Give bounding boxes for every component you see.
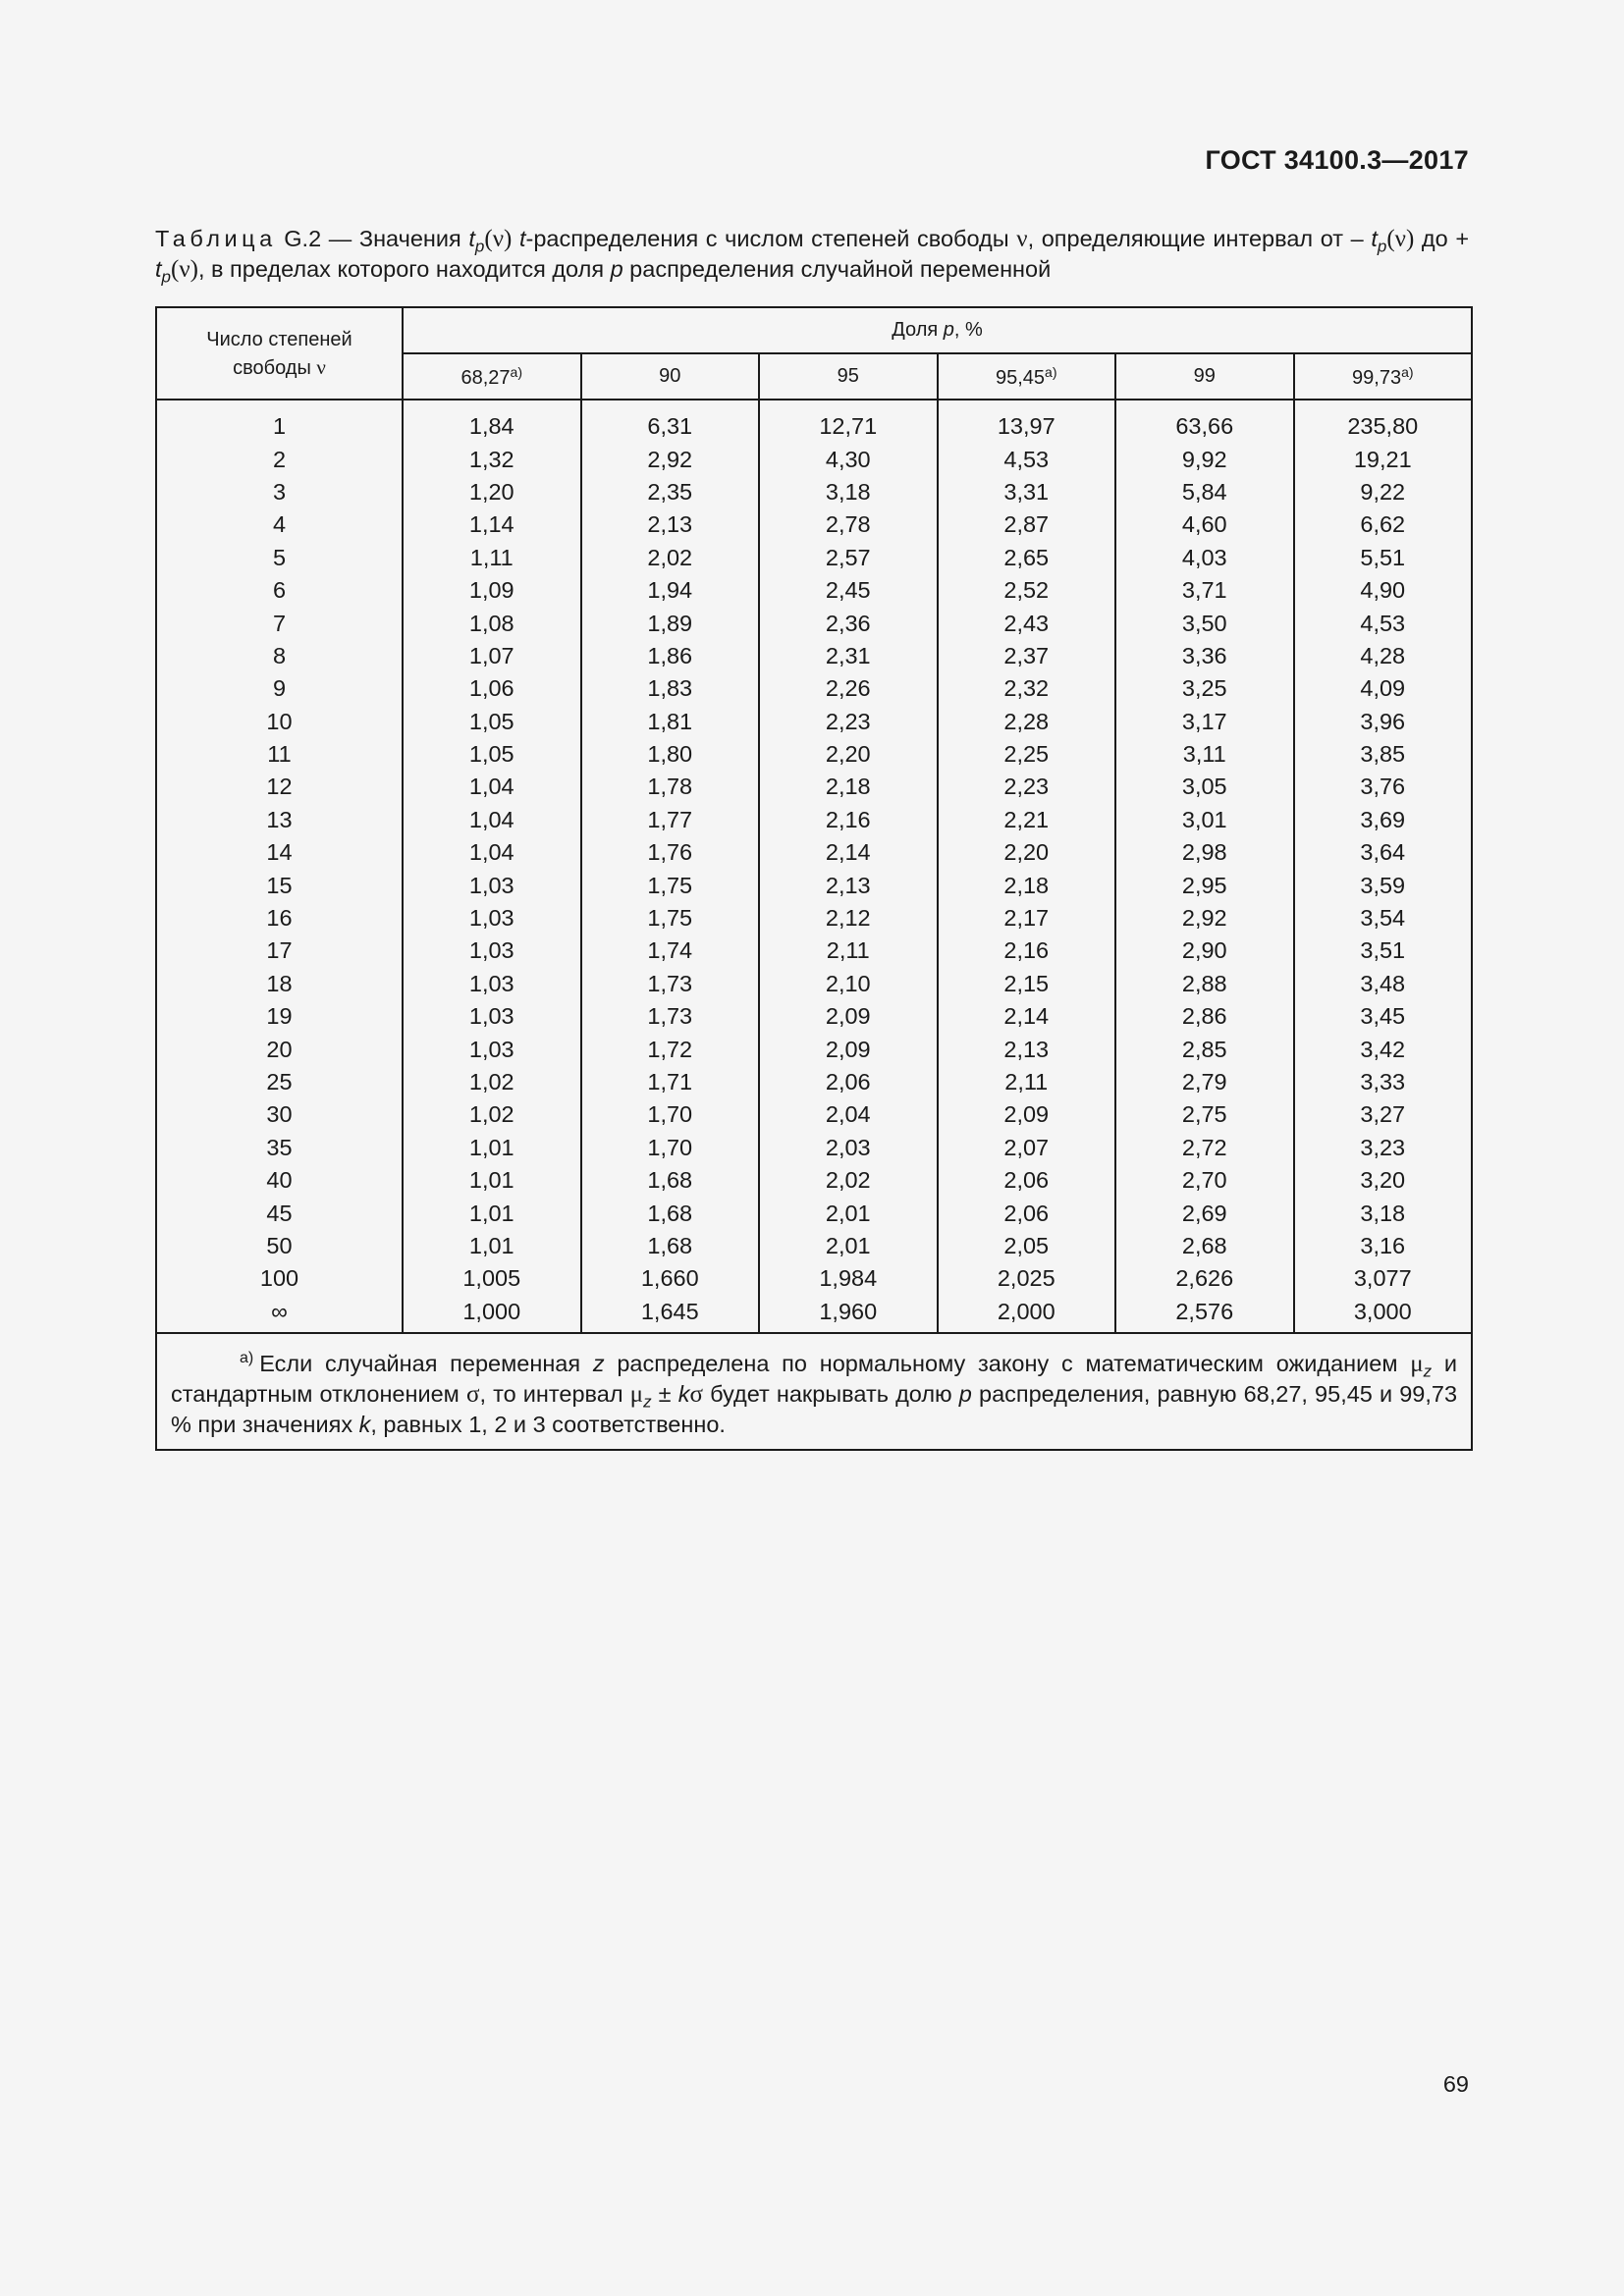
t-symbol: t bbox=[468, 226, 475, 251]
value-cell: 2,69 bbox=[1115, 1197, 1294, 1229]
value-cell: 3,17 bbox=[1115, 706, 1294, 738]
value-cell: 6,62 bbox=[1294, 508, 1473, 541]
footnote-text: Если случайная переменная bbox=[259, 1350, 593, 1376]
value-cell: 2,14 bbox=[938, 1000, 1116, 1033]
caption-text: , определяющие интервал от – bbox=[1027, 226, 1364, 251]
value-cell: 3,11 bbox=[1115, 738, 1294, 771]
table-row bbox=[156, 1132, 1472, 1164]
table-row bbox=[156, 1296, 1472, 1333]
value-cell: 2,86 bbox=[1115, 1000, 1294, 1033]
footnote-text: , то интервал bbox=[479, 1380, 630, 1407]
table-row bbox=[156, 1033, 1472, 1065]
dof-cell: 100 bbox=[156, 1262, 403, 1295]
caption-number: G.2 — Значения bbox=[284, 226, 461, 251]
value-cell: 2,43 bbox=[938, 607, 1116, 639]
table-row bbox=[156, 1262, 1472, 1295]
table-row bbox=[156, 836, 1472, 869]
value-cell: 3,18 bbox=[759, 476, 938, 508]
dof-cell: 16 bbox=[156, 902, 403, 934]
value-cell: 19,21 bbox=[1294, 443, 1473, 475]
dof-cell: 14 bbox=[156, 836, 403, 869]
value-cell: 1,03 bbox=[403, 902, 581, 934]
column-header-label: 99 bbox=[1193, 365, 1216, 387]
column-header-label: 95 bbox=[837, 365, 859, 387]
footnote-text: распределена по нормальному закону с математическим ожиданием bbox=[604, 1350, 1411, 1376]
value-cell: 2,85 bbox=[1115, 1033, 1294, 1065]
value-cell: 1,70 bbox=[581, 1098, 760, 1131]
value-cell: 1,01 bbox=[403, 1164, 581, 1197]
value-cell: 2,13 bbox=[938, 1033, 1116, 1065]
value-cell: 2,32 bbox=[938, 672, 1116, 705]
value-cell: 2,79 bbox=[1115, 1066, 1294, 1098]
dof-cell: 7 bbox=[156, 607, 403, 639]
value-cell: 2,98 bbox=[1115, 836, 1294, 869]
dof-cell: 11 bbox=[156, 738, 403, 771]
footnote-ref: a) bbox=[510, 363, 522, 380]
caption-text: до + bbox=[1414, 226, 1470, 251]
value-cell: 2,20 bbox=[759, 738, 938, 771]
value-cell: 2,25 bbox=[938, 738, 1116, 771]
value-cell: 1,72 bbox=[581, 1033, 760, 1065]
table-row bbox=[156, 574, 1472, 607]
value-cell: 1,73 bbox=[581, 968, 760, 1000]
table-row bbox=[156, 1000, 1472, 1033]
value-cell: 1,660 bbox=[581, 1262, 760, 1295]
nu-symbol: ν bbox=[316, 354, 326, 379]
value-cell: 1,83 bbox=[581, 672, 760, 705]
value-cell: 2,18 bbox=[938, 869, 1116, 901]
value-cell: 1,68 bbox=[581, 1197, 760, 1229]
value-cell: 1,80 bbox=[581, 738, 760, 771]
value-cell: 2,37 bbox=[938, 640, 1116, 672]
footnote-ref: a) bbox=[1401, 363, 1414, 380]
dof-cell: 18 bbox=[156, 968, 403, 1000]
column-header bbox=[1115, 353, 1294, 400]
p-symbol: p bbox=[943, 319, 954, 341]
caption-text: -распределения с числом степеней свободы bbox=[525, 226, 1017, 251]
value-cell: 3,31 bbox=[938, 476, 1116, 508]
value-cell: 2,26 bbox=[759, 672, 938, 705]
value-cell: 2,09 bbox=[759, 1033, 938, 1065]
value-cell: 2,28 bbox=[938, 706, 1116, 738]
value-cell: 3,18 bbox=[1294, 1197, 1473, 1229]
page-number: 69 bbox=[1442, 2071, 1469, 2097]
dof-cell: 2 bbox=[156, 443, 403, 475]
value-cell: 1,03 bbox=[403, 1033, 581, 1065]
value-cell: 2,12 bbox=[759, 902, 938, 934]
p-subscript: p bbox=[1377, 237, 1387, 256]
value-cell: 2,35 bbox=[581, 476, 760, 508]
value-cell: 2,75 bbox=[1115, 1098, 1294, 1131]
table-footnote bbox=[156, 1333, 1472, 1450]
value-cell: 3,76 bbox=[1294, 771, 1473, 803]
dof-cell: 4 bbox=[156, 508, 403, 541]
table-row bbox=[156, 1164, 1472, 1197]
value-cell: 2,06 bbox=[938, 1197, 1116, 1229]
value-cell: 3,96 bbox=[1294, 706, 1473, 738]
dof-cell: 9 bbox=[156, 672, 403, 705]
value-cell: 235,80 bbox=[1294, 400, 1473, 443]
value-cell: 13,97 bbox=[938, 400, 1116, 443]
value-cell: 2,025 bbox=[938, 1262, 1116, 1295]
value-cell: 1,03 bbox=[403, 1000, 581, 1033]
value-cell: 2,21 bbox=[938, 804, 1116, 836]
sigma-symbol: σ bbox=[465, 1380, 480, 1408]
value-cell: 3,20 bbox=[1294, 1164, 1473, 1197]
column-header bbox=[1294, 353, 1473, 400]
header-text: Число степеней bbox=[206, 328, 352, 350]
table-body bbox=[156, 400, 1472, 1333]
dof-cell: ∞ bbox=[156, 1296, 403, 1333]
value-cell: 4,90 bbox=[1294, 574, 1473, 607]
table-row bbox=[156, 476, 1472, 508]
value-cell: 3,45 bbox=[1294, 1000, 1473, 1033]
value-cell: 1,89 bbox=[581, 607, 760, 639]
value-cell: 2,01 bbox=[759, 1197, 938, 1229]
footnote-text: и стандартным отклонением bbox=[171, 1350, 1458, 1407]
value-cell: 3,59 bbox=[1294, 869, 1473, 901]
dof-cell: 3 bbox=[156, 476, 403, 508]
value-cell: 2,01 bbox=[759, 1230, 938, 1262]
value-cell: 1,68 bbox=[581, 1230, 760, 1262]
column-header bbox=[938, 353, 1116, 400]
dof-cell: 40 bbox=[156, 1164, 403, 1197]
value-cell: 2,31 bbox=[759, 640, 938, 672]
value-cell: 1,04 bbox=[403, 804, 581, 836]
dof-cell: 10 bbox=[156, 706, 403, 738]
value-cell: 1,68 bbox=[581, 1164, 760, 1197]
value-cell: 2,000 bbox=[938, 1296, 1116, 1333]
dof-cell: 6 bbox=[156, 574, 403, 607]
table-row bbox=[156, 672, 1472, 705]
value-cell: 2,18 bbox=[759, 771, 938, 803]
value-cell: 4,53 bbox=[938, 443, 1116, 475]
value-cell: 63,66 bbox=[1115, 400, 1294, 443]
standard-designation: ГОСТ 34100.3—2017 bbox=[1205, 145, 1469, 175]
table-row bbox=[156, 640, 1472, 672]
value-cell: 3,36 bbox=[1115, 640, 1294, 672]
dof-cell: 5 bbox=[156, 542, 403, 574]
value-cell: 2,15 bbox=[938, 968, 1116, 1000]
table-row bbox=[156, 1098, 1472, 1131]
value-cell: 3,69 bbox=[1294, 804, 1473, 836]
value-cell: 1,01 bbox=[403, 1230, 581, 1262]
table-row bbox=[156, 738, 1472, 771]
value-cell: 1,01 bbox=[403, 1197, 581, 1229]
value-cell: 1,07 bbox=[403, 640, 581, 672]
caption-text: , в пределах которого находится доля bbox=[197, 256, 611, 282]
mu-symbol: μ bbox=[629, 1380, 644, 1408]
table-row bbox=[156, 1197, 1472, 1229]
value-cell: 2,65 bbox=[938, 542, 1116, 574]
value-cell: 2,13 bbox=[759, 869, 938, 901]
caption-text: распределения случайной переменной bbox=[623, 256, 1052, 282]
k-symbol: k bbox=[677, 1380, 690, 1407]
t-symbol: t bbox=[518, 226, 526, 251]
value-cell: 3,50 bbox=[1115, 607, 1294, 639]
value-cell: 2,20 bbox=[938, 836, 1116, 869]
table-row bbox=[156, 508, 1472, 541]
value-cell: 1,09 bbox=[403, 574, 581, 607]
value-cell: 1,960 bbox=[759, 1296, 938, 1333]
mu-symbol: μ bbox=[1410, 1350, 1424, 1377]
footnote-text: ± bbox=[651, 1380, 678, 1407]
footnote-cell bbox=[156, 1333, 1472, 1450]
value-cell: 2,70 bbox=[1115, 1164, 1294, 1197]
table-row bbox=[156, 869, 1472, 901]
p-symbol: p bbox=[958, 1380, 972, 1407]
value-cell: 2,13 bbox=[581, 508, 760, 541]
value-cell: 1,03 bbox=[403, 869, 581, 901]
value-cell: 1,94 bbox=[581, 574, 760, 607]
value-cell: 2,02 bbox=[759, 1164, 938, 1197]
value-cell: 5,51 bbox=[1294, 542, 1473, 574]
z-subscript: z bbox=[1423, 1362, 1433, 1381]
value-cell: 2,06 bbox=[759, 1066, 938, 1098]
value-cell: 2,04 bbox=[759, 1098, 938, 1131]
value-cell: 1,04 bbox=[403, 771, 581, 803]
nu-symbol: ν bbox=[1016, 226, 1028, 252]
value-cell: 1,984 bbox=[759, 1262, 938, 1295]
value-cell: 2,23 bbox=[759, 706, 938, 738]
value-cell: 3,23 bbox=[1294, 1132, 1473, 1164]
value-cell: 2,06 bbox=[938, 1164, 1116, 1197]
header-text: , % bbox=[953, 319, 983, 341]
p-subscript: p bbox=[161, 267, 171, 287]
table-row bbox=[156, 706, 1472, 738]
value-cell: 3,42 bbox=[1294, 1033, 1473, 1065]
dof-cell: 35 bbox=[156, 1132, 403, 1164]
value-cell: 1,645 bbox=[581, 1296, 760, 1333]
t-symbol: t bbox=[1371, 226, 1378, 251]
value-cell: 9,22 bbox=[1294, 476, 1473, 508]
footnote-text: будет накрывать долю bbox=[702, 1380, 959, 1407]
value-cell: 2,09 bbox=[938, 1098, 1116, 1131]
value-cell: 4,60 bbox=[1115, 508, 1294, 541]
column-header-label: 68,27 bbox=[460, 366, 511, 389]
table-header bbox=[156, 307, 1472, 400]
value-cell: 1,74 bbox=[581, 934, 760, 967]
value-cell: 4,28 bbox=[1294, 640, 1473, 672]
column-header-label: 90 bbox=[659, 365, 681, 387]
dof-cell: 30 bbox=[156, 1098, 403, 1131]
table-caption bbox=[155, 224, 1469, 285]
dof-cell: 15 bbox=[156, 869, 403, 901]
value-cell: 2,11 bbox=[759, 934, 938, 967]
value-cell: 3,51 bbox=[1294, 934, 1473, 967]
value-cell: 12,71 bbox=[759, 400, 938, 443]
value-cell: 2,92 bbox=[1115, 902, 1294, 934]
value-cell: 2,88 bbox=[1115, 968, 1294, 1000]
value-cell: 4,53 bbox=[1294, 607, 1473, 639]
proportion-header bbox=[403, 307, 1472, 353]
table-row bbox=[156, 771, 1472, 803]
column-header bbox=[403, 353, 581, 400]
footnote-text: распределения, равную 68,27, 95,45 и 99,73 % при значениях bbox=[171, 1380, 1458, 1437]
value-cell: 1,77 bbox=[581, 804, 760, 836]
value-cell: 2,16 bbox=[759, 804, 938, 836]
value-cell: 1,05 bbox=[403, 738, 581, 771]
value-cell: 2,90 bbox=[1115, 934, 1294, 967]
value-cell: 1,04 bbox=[403, 836, 581, 869]
table-row bbox=[156, 902, 1472, 934]
value-cell: 1,02 bbox=[403, 1098, 581, 1131]
value-cell: 3,01 bbox=[1115, 804, 1294, 836]
value-cell: 1,005 bbox=[403, 1262, 581, 1295]
value-cell: 1,84 bbox=[403, 400, 581, 443]
z-subscript: z bbox=[643, 1392, 652, 1412]
value-cell: 2,92 bbox=[581, 443, 760, 475]
value-cell: 1,75 bbox=[581, 869, 760, 901]
value-cell: 6,31 bbox=[581, 400, 760, 443]
value-cell: 2,626 bbox=[1115, 1262, 1294, 1295]
dof-cell: 20 bbox=[156, 1033, 403, 1065]
value-cell: 1,01 bbox=[403, 1132, 581, 1164]
value-cell: 1,70 bbox=[581, 1132, 760, 1164]
table-row bbox=[156, 1066, 1472, 1098]
footnote-text: , равных 1, 2 и 3 соответственно. bbox=[370, 1411, 726, 1437]
value-cell: 3,33 bbox=[1294, 1066, 1473, 1098]
value-cell: 1,71 bbox=[581, 1066, 760, 1098]
table-row bbox=[156, 607, 1472, 639]
dof-cell: 8 bbox=[156, 640, 403, 672]
value-cell: 1,32 bbox=[403, 443, 581, 475]
caption-label: Таблица bbox=[155, 226, 277, 251]
value-cell: 1,08 bbox=[403, 607, 581, 639]
value-cell: 3,05 bbox=[1115, 771, 1294, 803]
value-cell: 2,576 bbox=[1115, 1296, 1294, 1333]
column-header bbox=[581, 353, 760, 400]
value-cell: 1,11 bbox=[403, 542, 581, 574]
nu-symbol: (ν) bbox=[171, 256, 198, 283]
value-cell: 3,27 bbox=[1294, 1098, 1473, 1131]
dof-cell: 50 bbox=[156, 1230, 403, 1262]
value-cell: 2,03 bbox=[759, 1132, 938, 1164]
value-cell: 4,30 bbox=[759, 443, 938, 475]
value-cell: 1,02 bbox=[403, 1066, 581, 1098]
value-cell: 3,85 bbox=[1294, 738, 1473, 771]
value-cell: 2,16 bbox=[938, 934, 1116, 967]
value-cell: 3,16 bbox=[1294, 1230, 1473, 1262]
table-row bbox=[156, 968, 1472, 1000]
value-cell: 2,23 bbox=[938, 771, 1116, 803]
value-cell: 3,71 bbox=[1115, 574, 1294, 607]
p-symbol: p bbox=[610, 256, 623, 282]
value-cell: 1,000 bbox=[403, 1296, 581, 1333]
value-cell: 1,75 bbox=[581, 902, 760, 934]
value-cell: 2,52 bbox=[938, 574, 1116, 607]
z-symbol: z bbox=[592, 1350, 605, 1376]
value-cell: 1,81 bbox=[581, 706, 760, 738]
value-cell: 2,68 bbox=[1115, 1230, 1294, 1262]
dof-cell: 13 bbox=[156, 804, 403, 836]
header-text: свободы bbox=[233, 356, 311, 379]
dof-cell: 12 bbox=[156, 771, 403, 803]
table-row bbox=[156, 542, 1472, 574]
value-cell: 1,03 bbox=[403, 934, 581, 967]
value-cell: 1,73 bbox=[581, 1000, 760, 1033]
value-cell: 2,72 bbox=[1115, 1132, 1294, 1164]
value-cell: 5,84 bbox=[1115, 476, 1294, 508]
dof-cell: 19 bbox=[156, 1000, 403, 1033]
value-cell: 2,14 bbox=[759, 836, 938, 869]
dof-cell: 25 bbox=[156, 1066, 403, 1098]
value-cell: 2,87 bbox=[938, 508, 1116, 541]
value-cell: 2,57 bbox=[759, 542, 938, 574]
sigma-symbol: σ bbox=[689, 1380, 703, 1408]
value-cell: 2,10 bbox=[759, 968, 938, 1000]
value-cell: 9,92 bbox=[1115, 443, 1294, 475]
value-cell: 2,36 bbox=[759, 607, 938, 639]
value-cell: 3,54 bbox=[1294, 902, 1473, 934]
value-cell: 3,64 bbox=[1294, 836, 1473, 869]
value-cell: 1,76 bbox=[581, 836, 760, 869]
column-header bbox=[759, 353, 938, 400]
value-cell: 3,25 bbox=[1115, 672, 1294, 705]
value-cell: 3,077 bbox=[1294, 1262, 1473, 1295]
table-row bbox=[156, 1230, 1472, 1262]
value-cell: 2,11 bbox=[938, 1066, 1116, 1098]
value-cell: 2,09 bbox=[759, 1000, 938, 1033]
value-cell: 1,05 bbox=[403, 706, 581, 738]
t-distribution-table bbox=[155, 306, 1473, 1451]
degrees-of-freedom-header bbox=[156, 307, 403, 400]
nu-symbol: (ν) bbox=[1386, 226, 1415, 252]
t-symbol: t bbox=[155, 256, 162, 282]
table-row bbox=[156, 400, 1472, 443]
dof-cell: 45 bbox=[156, 1197, 403, 1229]
value-cell: 1,06 bbox=[403, 672, 581, 705]
value-cell: 2,45 bbox=[759, 574, 938, 607]
table-row bbox=[156, 443, 1472, 475]
value-cell: 2,05 bbox=[938, 1230, 1116, 1262]
value-cell: 1,86 bbox=[581, 640, 760, 672]
k-symbol: k bbox=[358, 1411, 371, 1437]
column-header-label: 99,73 bbox=[1352, 366, 1402, 389]
value-cell: 2,78 bbox=[759, 508, 938, 541]
value-cell: 1,20 bbox=[403, 476, 581, 508]
value-cell: 3,48 bbox=[1294, 968, 1473, 1000]
nu-symbol: (ν) bbox=[484, 226, 513, 252]
value-cell: 2,02 bbox=[581, 542, 760, 574]
dof-cell: 1 bbox=[156, 400, 403, 443]
column-header-label: 95,45 bbox=[995, 366, 1046, 389]
value-cell: 2,17 bbox=[938, 902, 1116, 934]
dof-cell: 17 bbox=[156, 934, 403, 967]
footnote-ref: a) bbox=[1045, 363, 1057, 380]
value-cell: 4,03 bbox=[1115, 542, 1294, 574]
footnote-mark: a) bbox=[240, 1349, 254, 1366]
table-row bbox=[156, 934, 1472, 967]
value-cell: 3,000 bbox=[1294, 1296, 1473, 1333]
value-cell: 1,03 bbox=[403, 968, 581, 1000]
value-cell: 1,78 bbox=[581, 771, 760, 803]
value-cell: 2,95 bbox=[1115, 869, 1294, 901]
p-subscript: p bbox=[474, 237, 485, 256]
value-cell: 2,07 bbox=[938, 1132, 1116, 1164]
value-cell: 4,09 bbox=[1294, 672, 1473, 705]
value-cell: 1,14 bbox=[403, 508, 581, 541]
header-text: Доля bbox=[892, 319, 944, 341]
table-row bbox=[156, 804, 1472, 836]
